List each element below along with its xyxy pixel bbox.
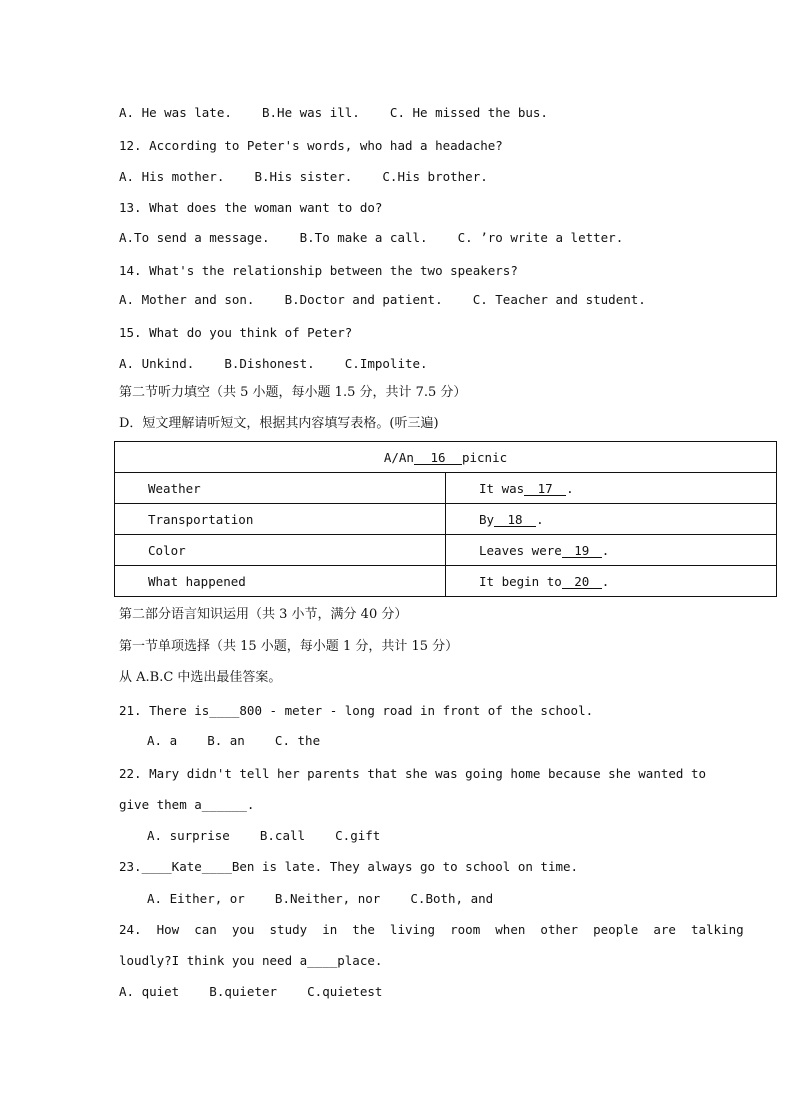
- q22-question-line2: give them a______.: [119, 797, 255, 812]
- row-value: [446, 504, 777, 535]
- q14-options: A. Mother and son. B.Doctor and patient. C. Teacher and student.: [119, 292, 646, 307]
- part2-heading: 第二部分语言知识运用（共 3 小节，满分 40 分）: [119, 607, 408, 622]
- row-value: [446, 535, 777, 566]
- table-header-suffix: picnic: [461, 449, 508, 465]
- row-label: What happened: [115, 566, 446, 597]
- q21-options: A. a B. an C. the: [147, 733, 321, 748]
- table-row: [115, 504, 777, 535]
- row-value: [446, 566, 777, 597]
- table-row: [115, 473, 777, 504]
- row-value-suffix: .: [601, 542, 610, 558]
- row-value-suffix: .: [536, 511, 544, 527]
- table-header-prefix: A/An: [383, 449, 414, 465]
- choose-instruction: 从 A.B.C 中选出最佳答案。: [119, 670, 282, 685]
- q22-question-line1: 22. Mary didn't tell her parents that she was going home because she wanted to: [119, 766, 706, 781]
- row-value-prefix: Leaves were: [479, 542, 562, 558]
- row-value-prefix: By: [479, 511, 495, 527]
- q22-options: A. surprise B.call C.gift: [147, 828, 381, 843]
- part2-section1-heading: 第一节单项选择（共 15 小题，每小题 1 分，共计 15 分）: [119, 639, 459, 654]
- q23-options: A. Either, or B.Neither, nor C.Both, and: [147, 891, 494, 906]
- row-value-prefix: It was: [479, 480, 525, 496]
- row-value-suffix: .: [601, 573, 610, 589]
- q13-question: 13. What does the woman want to do?: [119, 200, 383, 215]
- table-row: [115, 535, 777, 566]
- blank-16: 16: [414, 451, 462, 465]
- row-value: [446, 473, 777, 504]
- q14-question: 14. What's the relationship between the two speakers?: [119, 263, 518, 278]
- blank-19: 19: [562, 544, 602, 558]
- q21-question: 21. There is____800 - meter - long road in front of the school.: [119, 703, 594, 718]
- q11-options: A. He was late. B.He was ill. C. He missed the bus.: [119, 105, 548, 120]
- partD-instruction: D．短文理解请听短文，根据其内容填写表格。(听三遍): [119, 416, 439, 431]
- q15-question: 15. What do you think of Peter?: [119, 325, 353, 340]
- blank-18: 18: [494, 513, 536, 527]
- blank-20: 20: [562, 575, 602, 589]
- blank-17: 17: [524, 482, 566, 496]
- row-label: Transportation: [115, 504, 446, 535]
- q13-options: A.To send a message. B.To make a call. C. ’ro write a letter.: [119, 230, 624, 245]
- q12-options: A. His mother. B.His sister. C.His brother.: [119, 169, 488, 184]
- q15-options: A. Unkind. B.Dishonest. C.Impolite.: [119, 356, 428, 371]
- table-header-row: [115, 442, 777, 473]
- q12-question: 12. According to Peter's words, who had a headache?: [119, 138, 503, 153]
- q24-question-line2: loudly?I think you need a____place.: [119, 953, 383, 968]
- q24-question-line1: 24. How can you study in the living room when other people are talking: [119, 922, 744, 937]
- section2-heading: 第二节听力填空（共 5 小题，每小题 1.5 分，共计 7.5 分）: [119, 385, 467, 400]
- row-value-prefix: It begin to: [479, 573, 562, 589]
- table-row: [115, 566, 777, 597]
- row-value-suffix: .: [566, 480, 574, 496]
- row-label: Weather: [115, 473, 446, 504]
- row-label: Color: [115, 535, 446, 566]
- table-header-cell: [115, 442, 777, 473]
- q24-options: A. quiet B.quieter C.quietest: [119, 984, 383, 999]
- q23-question: 23.____Kate____Ben is late. They always go to school on time.: [119, 859, 579, 874]
- fill-in-table: [114, 441, 777, 597]
